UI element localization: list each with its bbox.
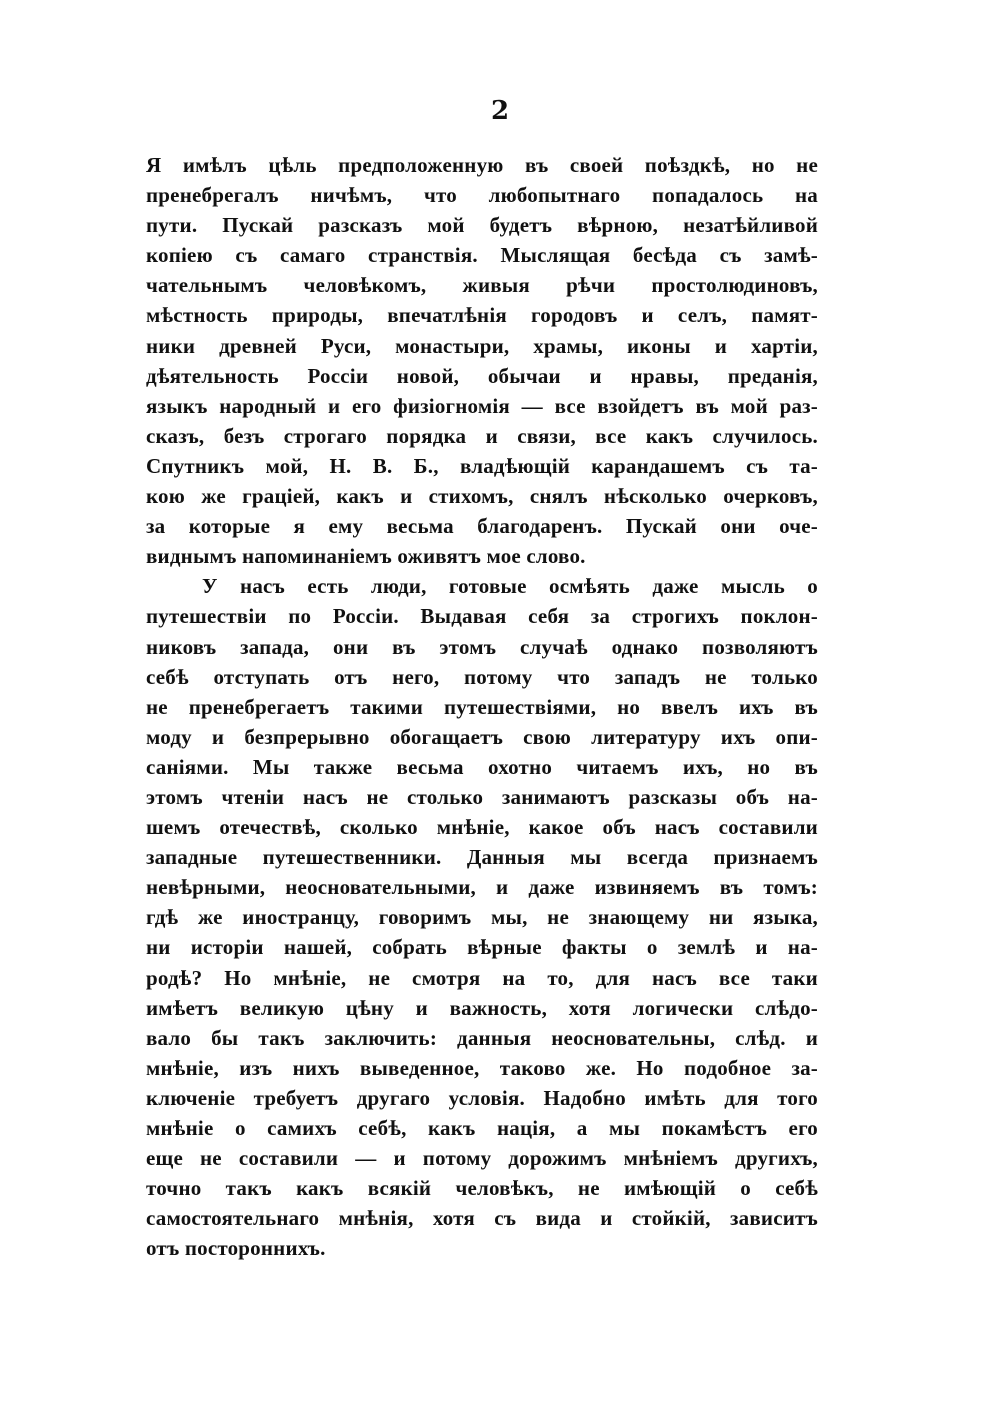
- text-line: отъ постороннихъ.: [146, 1236, 326, 1261]
- text-line: западные путешественники. Данныя мы всегда признаемъ: [146, 845, 818, 870]
- text-line: этомъ чтенiи насъ не столько занимаютъ разсказы объ на-: [146, 784, 818, 809]
- text-line: шемъ отечествѣ, сколько мнѣнiе, какое объ насъ составили: [146, 815, 818, 840]
- text-line: мнѣнiе о самихъ себѣ, какъ нацiя, а мы покамѣстъ его: [146, 1116, 818, 1140]
- text-line: копiею съ самаго странствiя. Мыслящая бесѣда съ замѣ-: [146, 243, 818, 268]
- text-line: мнѣнiе, изъ нихъ выведенное, таково же. Но подобное за-: [146, 1055, 818, 1080]
- text-line: имѣетъ великую цѣну и важность, хотя логически слѣдо-: [146, 995, 818, 1020]
- paragraph: [146, 571, 818, 1263]
- text-line: У насъ есть люди, готовые осмѣять даже мысль о: [202, 574, 818, 599]
- text-line: ключенiе требуетъ другаго условiя. Надобно имѣть для того: [146, 1085, 818, 1110]
- text-line: невѣрными, неосновательными, и даже извиняемъ въ томъ:: [146, 875, 818, 900]
- text-line: самостоятельнаго мнѣнiя, хотя съ вида и стойкiй, зависитъ: [146, 1206, 818, 1231]
- text-line: путешествiи по Россiи. Выдавая себя за строгихъ поклон-: [146, 604, 818, 629]
- text-line: Я имѣлъ цѣль предположенную въ своей поѣздкѣ, но не: [146, 153, 818, 177]
- paragraph: [146, 150, 818, 571]
- text-line: дѣятельность Россiи новой, обычаи и нравы, преданiя,: [146, 363, 818, 388]
- text-line: ни исторiи нашей, собрать вѣрные факты о землѣ и на-: [146, 935, 818, 960]
- text-line: родѣ? Но мнѣнiе, не смотря на то, для насъ все таки: [146, 965, 818, 990]
- text-line: сказъ, безъ строгаго порядка и связи, все какъ случилось.: [146, 423, 818, 448]
- text-line: Спутникъ мой, Н. В. Б., владѣющiй карандашемъ съ та-: [146, 453, 818, 478]
- text-line: моду и безпрерывно обогащаетъ свою литературу ихъ опи-: [146, 724, 818, 749]
- text-line: вало бы такъ заключить: данныя неосновательны, слѣд. и: [146, 1025, 818, 1050]
- text-line: ники древней Руси, монастыри, храмы, иконы и хартiи,: [146, 333, 818, 358]
- body-text: [146, 150, 818, 1263]
- text-line: виднымъ напоминанiемъ оживятъ мое слово.: [146, 544, 586, 569]
- text-line: не пренебрегаетъ такими путешествiями, но ввелъ ихъ въ: [146, 694, 818, 719]
- text-line: мѣстность природы, впечатлѣнiя городовъ и селъ, памят-: [146, 303, 818, 328]
- text-line: чательнымъ человѣкомъ, живыя рѣчи простолюдиновъ,: [146, 273, 818, 298]
- text-line: санiями. Мы также весьма охотно читаемъ ихъ, но въ: [146, 754, 818, 779]
- text-line: пренебрегалъ ничѣмъ, что любопытнаго попадалось на: [146, 183, 818, 208]
- text-line: точно такъ какъ всякiй человѣкъ, не имѣющiй о себѣ: [146, 1176, 818, 1201]
- text-line: еще не составили — и потому дорожимъ мнѣнiемъ другихъ,: [146, 1146, 818, 1171]
- text-line: за которые я ему весьма благодаренъ. Пускай они оче-: [146, 514, 818, 539]
- text-line: себѣ отступать отъ него, потому что западъ не только: [146, 664, 818, 689]
- text-line: языкъ народный и его физiогномiя — все взойдетъ въ мой раз-: [146, 393, 818, 418]
- page-number: 2: [490, 96, 510, 126]
- text-line: гдѣ же иностранцу, говоримъ мы, не знающему ни языка,: [146, 905, 818, 930]
- text-line: пути. Пускай разсказъ мой будетъ вѣрною, незатѣйливой: [146, 213, 818, 238]
- text-line: никовъ запада, они въ этомъ случаѣ однако позволяютъ: [146, 634, 818, 659]
- text-line: кою же грацiей, какъ и стихомъ, снялъ нѣсколько очерковъ,: [146, 484, 818, 509]
